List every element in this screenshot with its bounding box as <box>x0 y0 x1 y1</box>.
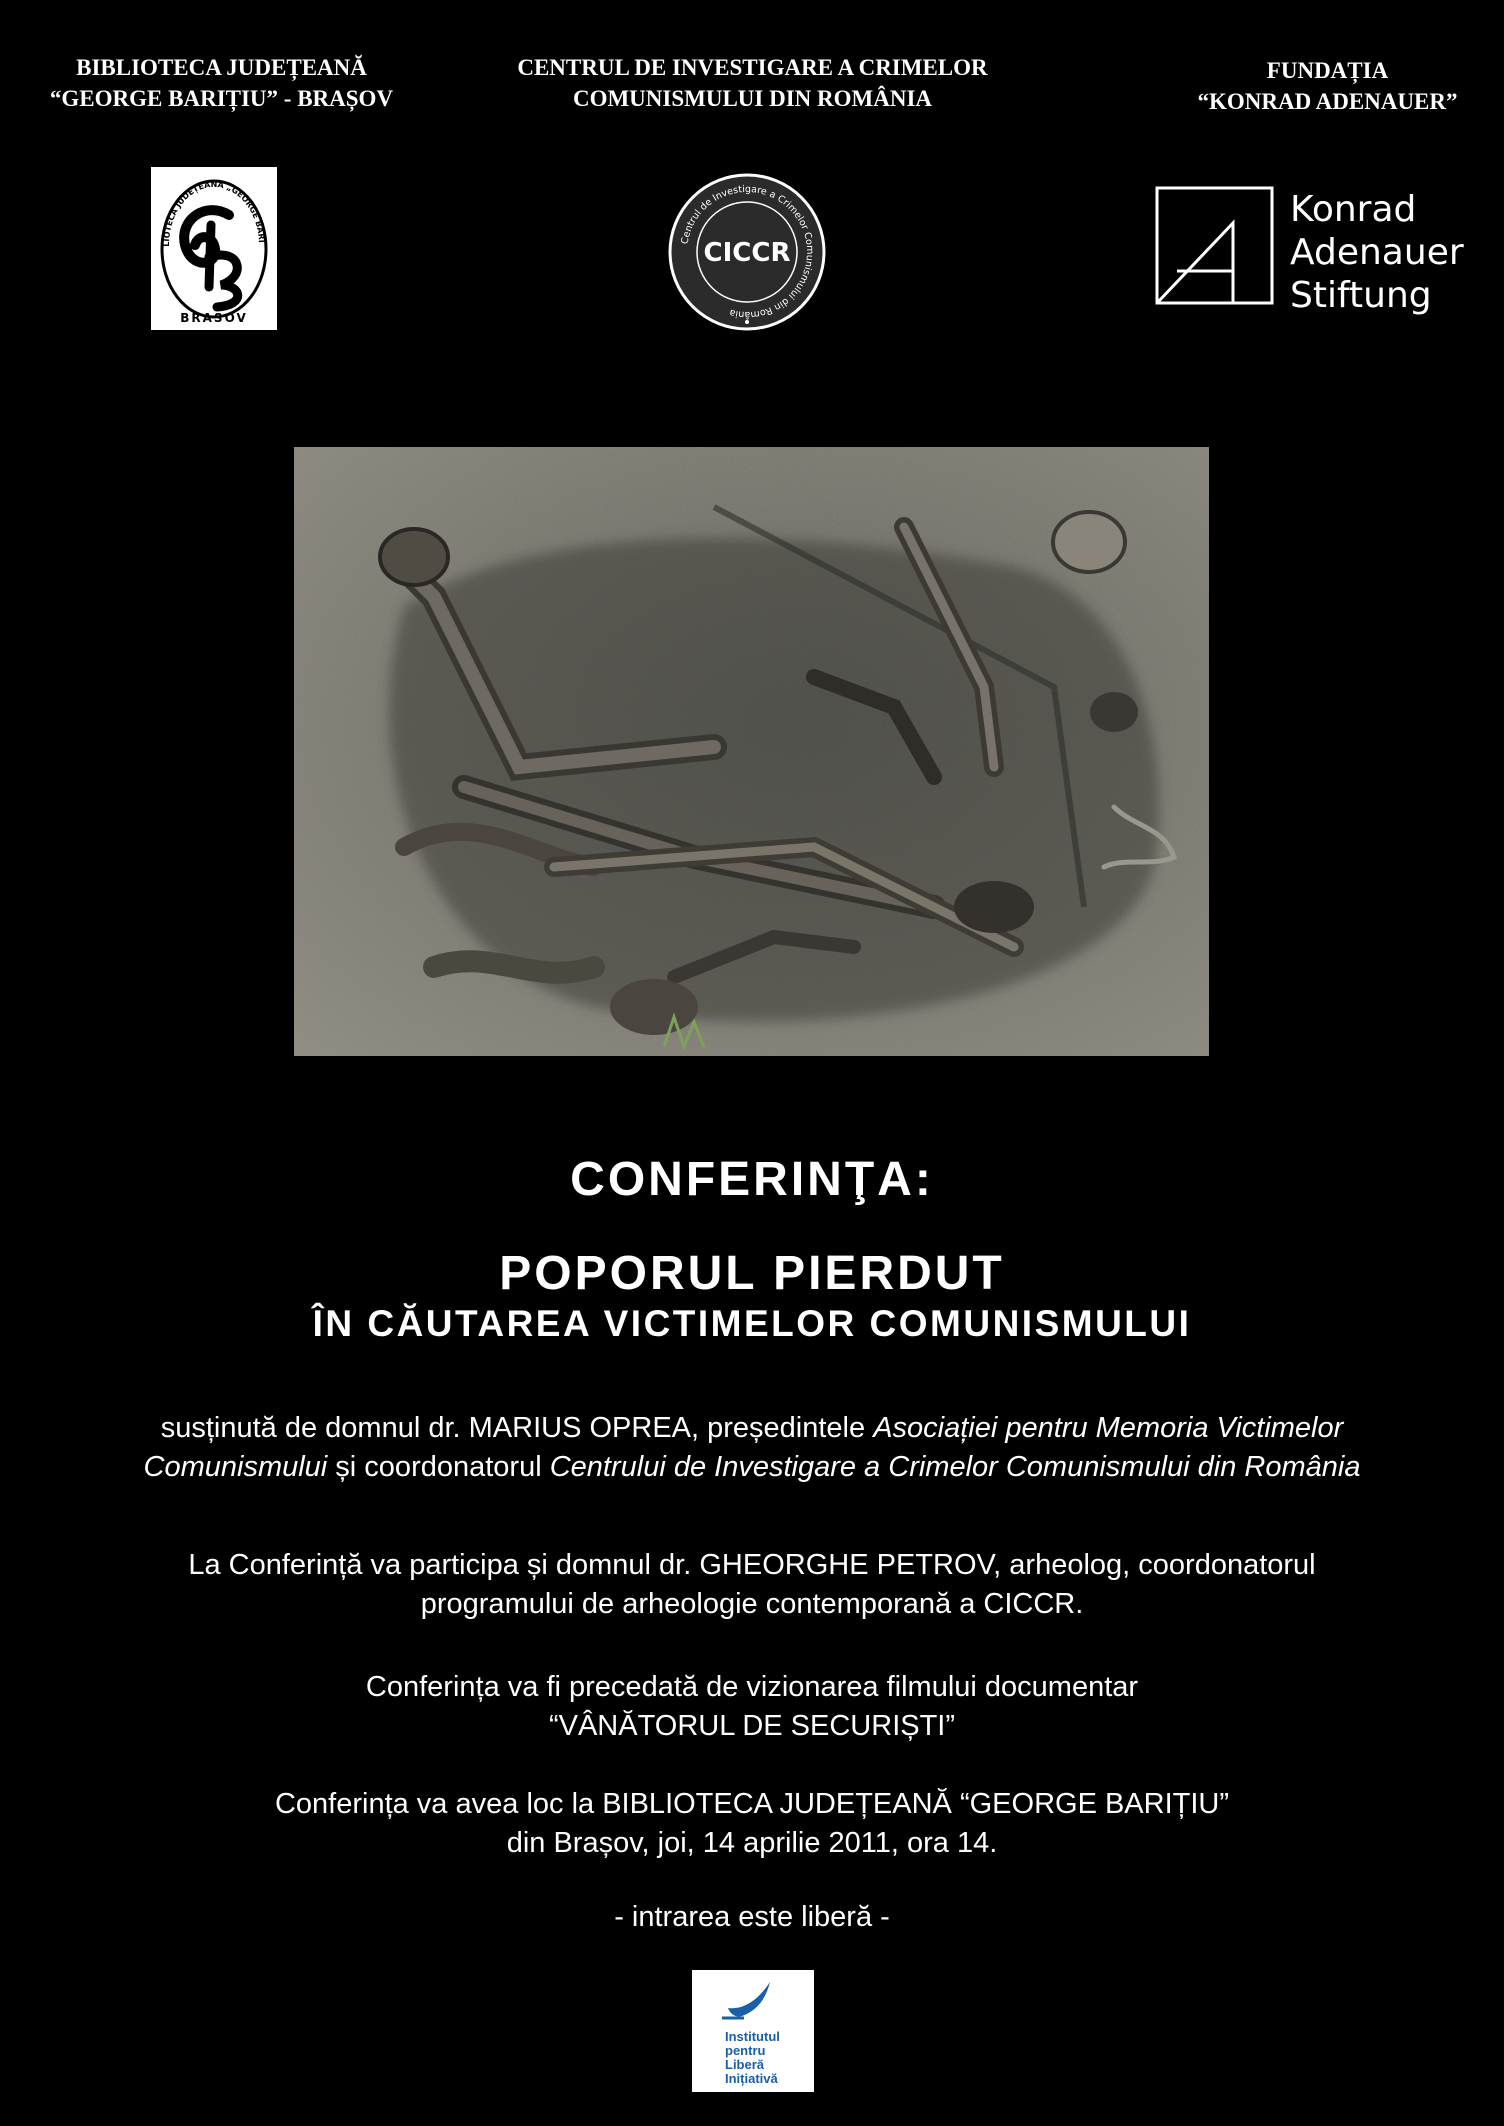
film-line1: Conferința va fi precedată de vizionarea filmului documentar <box>365 1671 1139 1703</box>
participant-paragraph <box>0 1546 1504 1624</box>
svg-text:Centrul de Investigare a Crime: Centrul de Investigare a Crimelor Comunismului din România <box>679 183 816 321</box>
kas-line-konrad: Konrad <box>1290 189 1417 230</box>
ciccr-logo <box>667 172 827 332</box>
org-kas-name <box>1145 55 1504 117</box>
film-title: “VÂNĂTORUL DE SECURIȘTI” <box>548 1710 956 1742</box>
ili-line2: pentru <box>725 2043 766 2058</box>
conference-heading: CONFERINŢA: <box>570 1153 934 1206</box>
center-name: Centrului de Investigare a Crimelor Comunismului din România <box>549 1451 1361 1483</box>
ili-line3: Liberă <box>725 2057 765 2072</box>
ili-name <box>725 2030 780 2086</box>
org-kas-line2: “KONRAD ADENAUER” <box>1197 89 1458 114</box>
svg-text:BRASOV: BRASOV <box>180 311 248 325</box>
participant-line1: La Conferință va participa și domnul dr. GHEORGHE PETROV, arheolog, coordonatorul <box>188 1549 1316 1581</box>
ili-logo <box>692 1970 814 2092</box>
venue-line2: din Brașov, joi, 14 aprilie 2011, ora 14. <box>506 1827 998 1859</box>
kas-line-adenauer: Adenauer <box>1290 232 1464 273</box>
org-bjgb-line1: BIBLIOTECA JUDEȚEANĂ <box>76 55 367 80</box>
ili-line4: Inițiativă <box>725 2071 778 2086</box>
conference-title: POPORUL PIERDUT <box>499 1247 1005 1300</box>
conference-subtitle: ÎN CĂUTAREA VICTIMELOR COMUNISMULUI <box>312 1303 1192 1344</box>
svg-text:BIBLIOTECA JUDEȚEANĂ „GEORGE B: LIOTECA JUDEȚEANĂ „GEORGE BARI <box>161 179 266 247</box>
org-bjgb-name <box>0 52 443 114</box>
speaker-paragraph <box>0 1409 1504 1487</box>
org-kas-line1: FUNDAȚIA <box>1266 58 1389 83</box>
org-ciccr-name <box>470 52 1035 114</box>
kas-logo <box>1155 183 1485 318</box>
venue-paragraph <box>0 1785 1504 1863</box>
ili-line1: Institutul <box>725 2029 780 2044</box>
ciccr-label: CICCR <box>703 238 791 268</box>
participant-line2: programului de arheologie contemporană a CICCR. <box>420 1588 1084 1620</box>
speaker-text-2: și coordonatorul <box>327 1451 550 1483</box>
org-bjgb-line2: “GEORGE BARIȚIU” - BRAȘOV <box>49 86 394 111</box>
kas-line-stiftung: Stiftung <box>1290 275 1432 316</box>
free-entry-text: - intrarea este liberă - <box>614 1901 890 1933</box>
free-entry-note <box>0 1898 1504 1937</box>
film-paragraph <box>0 1668 1504 1746</box>
association-name-part2: Comunismului <box>143 1451 328 1483</box>
org-ciccr-line2: COMUNISMULUI DIN ROMÂNIA <box>572 86 933 111</box>
association-name-part1: Asociației pentru Memoria Victimelor <box>873 1412 1344 1444</box>
org-ciccr-line1: CENTRUL DE INVESTIGARE A CRIMELOR <box>517 55 988 80</box>
speaker-text-1: susținută de domnul dr. MARIUS OPREA, președintele <box>160 1412 874 1444</box>
excavation-photo <box>294 447 1209 1056</box>
bjgb-logo <box>151 167 277 330</box>
venue-line1: Conferința va avea loc la BIBLIOTECA JUDEȚEANĂ “GEORGE BARIȚIU” <box>274 1788 1230 1820</box>
